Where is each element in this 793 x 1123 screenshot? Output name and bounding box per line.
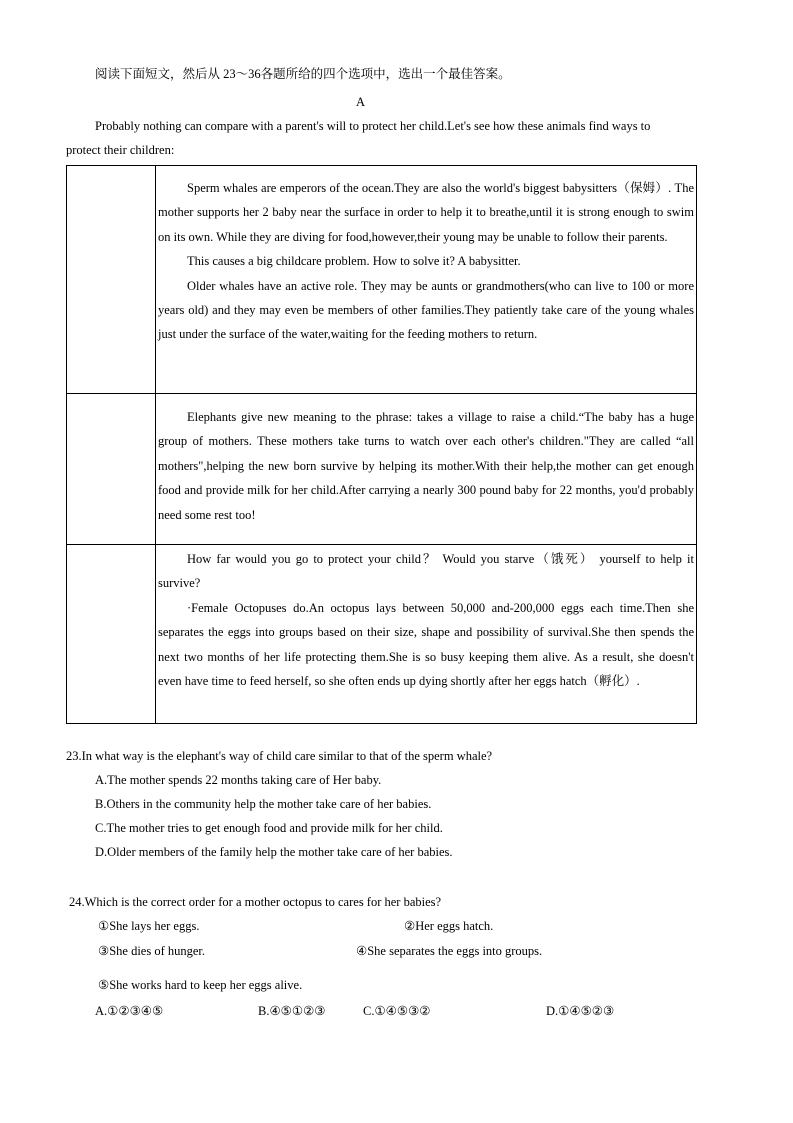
whales-paragraph-1: Sperm whales are emperors of the ocean.They are also the world's biggest babysitters（保姆）. The mother supports her 2 baby near the surface in order to help it to breathe,until it is strong enough to swim on its own. While they are diving for food,however,their young may be unable to follow their parents. [158,181,694,244]
step-5: ⑤She works hard to keep her eggs alive. [98,978,303,992]
question-23-option-d: D.Older members of the family help the mother take care of her babies. [95,845,453,859]
passage-row-elephants [67,394,697,545]
octopus-paragraph-1: How far would you go to protect your child？ Would you starve（饿死） yourself to help it survive? [158,552,694,591]
passage-cell-elephants [156,394,697,545]
intro-line-2: protect their children: [66,143,175,157]
whales-paragraph-3: Older whales have an active role. They may be aunts or grandmothers(who can live to 100 or more years old) and they may even be members of other families.They patiently take care of the young whales just under the surface of the water,waiting for the feeding mothers to return. [158,278,694,342]
question-24-option-a: A.①②③④⑤ [95,1004,164,1018]
step-3: ③She dies of hunger. [98,944,206,958]
question-23-stem: 23.In what way is the elephant's way of child care similar to that of the sperm whale? [66,749,493,763]
passage-cell-octopuses [156,545,697,724]
question-23-option-b: B.Others in the community help the mother take care of her babies. [95,797,432,811]
blank-cell [67,394,156,545]
passage-table [66,165,697,724]
intro-line-1: Probably nothing can compare with a parent's will to protect her child.Let's see how these animals find ways to [95,119,651,133]
blank-cell [67,166,156,394]
whales-paragraph-2: This causes a big childcare problem. How to solve it? A babysitter. [187,254,521,269]
blank-cell [67,545,156,724]
elephants-paragraph-1: Elephants give new meaning to the phrase: takes a village to raise a child.“The baby has a huge group of mothers. These mothers take turns to watch over each other's children."They are called “all mothers",helping the new born survive by helping its mother.With their help,the mother can get enough food and provide milk for her child.After carrying a nearly 300 pound baby for 22 months, you'd probably need some rest too! [158,410,694,522]
passage-row-octopuses [67,545,697,724]
instructions: 阅读下面短文，然后从 23～36各题所给的四个选项中，选出一个最佳答案。 [95,67,511,81]
step-4: ④She separates the eggs into groups. [356,944,543,958]
question-24-stem: 24.Which is the correct order for a mother octopus to cares for her babies? [69,895,442,909]
question-23-option-c: C.The mother tries to get enough food and provide milk for her child. [95,821,443,835]
question-23-option-a: A.The mother spends 22 months taking care of Her baby. [95,773,382,787]
question-24-option-b: B.④⑤①②③ [258,1004,326,1018]
passage-row-whales [67,166,697,394]
question-24-option-d: D.①④⑤②③ [546,1004,615,1018]
step-2: ②Her eggs hatch. [404,919,494,933]
section-label: A [356,95,366,109]
passage-cell-whales [156,166,697,394]
octopus-paragraph-2: ·Female Octopuses do.An octopus lays between 50,000 and-200,000 eggs each time.Then she separates the eggs into groups based on their size, shape and possibility of survival.She then spends the next two months of her life protecting them.She is so busy keeping them alive. As a result, she doesn't even have time to feed herself, so she often ends up dying shortly after her eggs hatch（孵化）. [158,600,694,689]
step-1: ①She lays her eggs. [98,919,200,933]
question-24-option-c: C.①④⑤③② [363,1004,431,1018]
